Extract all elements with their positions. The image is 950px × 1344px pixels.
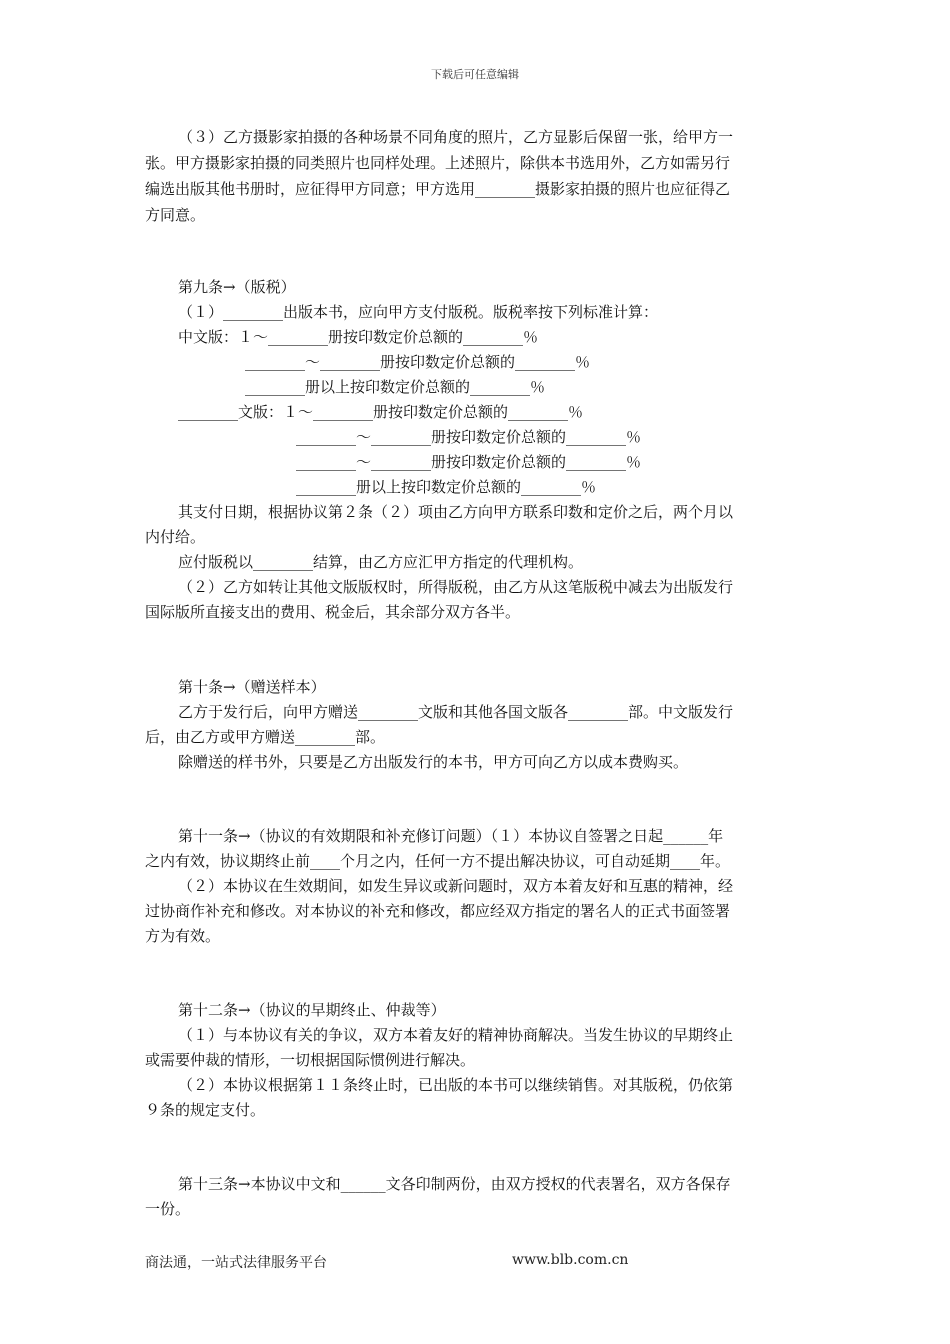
text-line: 一份。 [145, 1200, 191, 1218]
text-line: 之内有效，协议期终止前____个月之内，任何一方不提出解决协议，可自动延期____年。 [145, 852, 731, 870]
text-line: （２）乙方如转让其他文版版权时，所得版税，由乙方从这笔版税中减去为出版发行 [178, 578, 734, 596]
text-line: ________册以上按印数定价总额的________％ [296, 478, 597, 496]
text-line: 其支付日期，根据协议第２条（２）项由乙方向甲方联系印数和定价之后，两个月以 [178, 503, 734, 521]
article-heading: 第十条→（赠送样本） [178, 678, 326, 696]
text-line: 除赠送的样书外，只要是乙方出版发行的本书，甲方可向乙方以成本费购买。 [178, 753, 689, 771]
article-heading: 第十三条→本协议中文和______文各印制两份，由双方授权的代表署名，双方各保存 [178, 1175, 731, 1193]
text-line: 编选出版其他书册时，应征得甲方同意；甲方选用________摄影家拍摄的照片也应征得乙 [145, 180, 731, 198]
text-line: ________～________册按印数定价总额的________％ [296, 428, 642, 446]
text-line: 乙方于发行后，向甲方赠送________文版和其他各国文版各________部。中文版发行 [178, 703, 734, 721]
page-header: 下载后可任意编辑 [431, 68, 519, 81]
text-line: 国际版所直接支出的费用、税金后，其余部分双方各半。 [145, 603, 521, 621]
text-line: 方为有效。 [145, 927, 221, 945]
text-line: 或需要仲裁的情形，一切根据国际惯例进行解决。 [145, 1051, 476, 1069]
text-line: （３）乙方摄影家拍摄的各种场景不同角度的照片，乙方显影后保留一张，给甲方一 [178, 128, 734, 146]
text-line: 后，由乙方或甲方赠送________部。 [145, 728, 386, 746]
text-line: （２）本协议在生效期间，如发生异议或新问题时，双方本着友好和互惠的精神，经 [178, 877, 734, 895]
text-line: ９条的规定支付。 [145, 1101, 266, 1119]
text-line: 过协商作补充和修改。对本协议的补充和修改，都应经双方指定的署名人的正式书面签署 [145, 902, 731, 920]
text-line: 中文版：１～________册按印数定价总额的________％ [178, 328, 539, 346]
footer-website-link[interactable]: www.blb.com.cn [512, 1252, 629, 1268]
text-line: ________～________册按印数定价总额的________％ [296, 453, 642, 471]
article-heading: 第十一条→（协议的有效期限和补充修订问题）（１）本协议自签署之日起______年 [178, 827, 724, 845]
text-line: 内付给。 [145, 528, 206, 546]
text-line: ________册以上按印数定价总额的________％ [245, 378, 546, 396]
text-line: （２）本协议根据第１１条终止时，已出版的本书可以继续销售。对其版税，仍依第 [178, 1076, 734, 1094]
article-heading: 第十二条→（协议的早期终止、仲裁等） [178, 1001, 446, 1019]
footer-brand: 商法通，一站式法律服务平台 [145, 1255, 327, 1271]
text-line: 应付版税以________结算，由乙方应汇甲方指定的代理机构。 [178, 553, 584, 571]
text-line: 方同意。 [145, 206, 206, 224]
text-line: （１）与本协议有关的争议，双方本着友好的精神协商解决。当发生协议的早期终止 [178, 1026, 734, 1044]
text-line: （１）________出版本书，应向甲方支付版税。版税率按下列标准计算： [178, 303, 659, 321]
article-heading: 第九条→（版税） [178, 278, 296, 296]
text-line: ________～________册按印数定价总额的________％ [245, 353, 591, 371]
text-line: ________文版：１～________册按印数定价总额的________％ [178, 403, 584, 421]
text-line: 张。甲方摄影家拍摄的同类照片也同样处理。上述照片，除供本书选用外，乙方如需另行 [145, 154, 731, 172]
